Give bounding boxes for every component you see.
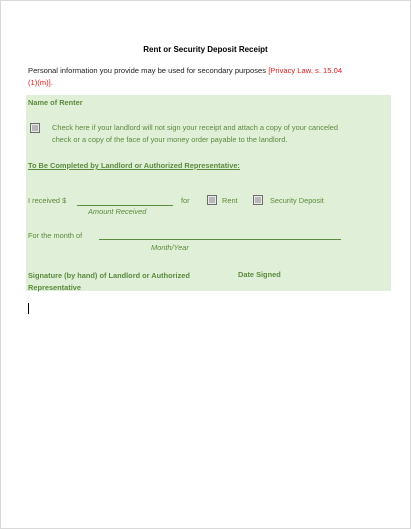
receipt-form-panel — [26, 95, 391, 291]
signature-label-line2: Representative — [28, 283, 81, 292]
rent-checkbox[interactable] — [207, 195, 217, 205]
security-deposit-label: Security Deposit — [270, 196, 324, 205]
check-text-line1: Check here if your landlord will not sign your receipt and attach a copy of your canceled — [52, 123, 338, 132]
check-text-line2: check or a copy of the face of your money order payable to the landlord. — [52, 135, 288, 144]
renter-name-label: Name of Renter — [28, 98, 83, 107]
amount-received-field[interactable] — [77, 205, 173, 206]
privacy-notice — [28, 65, 388, 88]
text-cursor — [28, 303, 29, 314]
landlord-not-sign-checkbox[interactable] — [30, 123, 40, 133]
signature-label-line1: Signature (by hand) of Landlord or Authorized — [28, 271, 190, 280]
month-year-caption: Month/Year — [151, 243, 189, 252]
amount-received-caption: Amount Received — [88, 207, 147, 216]
signature-label — [28, 270, 190, 294]
received-label: I received $ — [28, 196, 67, 205]
month-year-field[interactable] — [99, 239, 341, 240]
privacy-law-reference-cont[interactable]: (1)(m)]. — [28, 77, 53, 87]
rent-label: Rent — [222, 196, 238, 205]
month-label: For the month of — [28, 231, 83, 240]
landlord-section-heading: To Be Completed by Landlord or Authorized Representative: — [28, 161, 240, 170]
date-signed-label: Date Signed — [238, 270, 281, 279]
security-deposit-checkbox[interactable] — [253, 195, 263, 205]
landlord-not-sign-text — [52, 122, 392, 146]
privacy-law-reference[interactable]: [Privacy Law, s. 15.04 — [268, 66, 343, 75]
for-label: for — [181, 196, 190, 205]
privacy-notice-text: Personal information you provide may be used for secondary purposes — [28, 66, 269, 75]
document-title: Rent or Security Deposit Receipt — [143, 45, 268, 54]
